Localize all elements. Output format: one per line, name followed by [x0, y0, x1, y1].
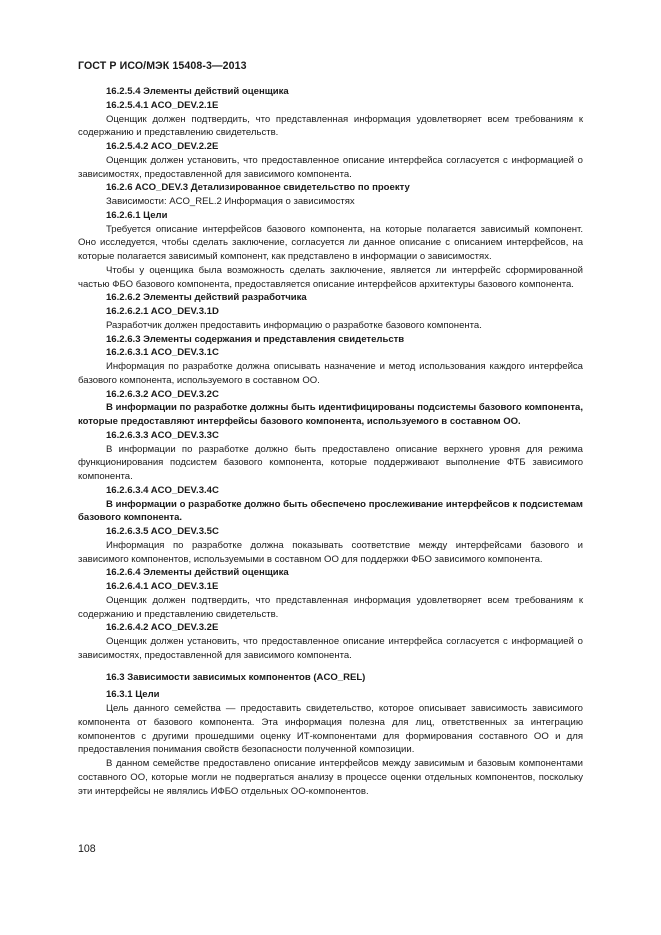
section-heading: 16.2.6.4 Элементы действий оценщика [106, 567, 289, 579]
section-heading: 16.2.5.4.1 ACO_DEV.2.1E [106, 99, 219, 111]
body-paragraph: Разработчик должен предоставить информацию о разработке базового компонента. [106, 319, 482, 331]
document-body [78, 85, 583, 798]
section-heading: 16.2.6.3.2 ACO_DEV.3.2C [106, 388, 219, 400]
section-heading: 16.2.6.3.1 ACO_DEV.3.1C [106, 347, 219, 359]
section-heading: 16.2.6.4.2 ACO_DEV.3.2E [106, 622, 219, 634]
bold-paragraph: В информации по разработке должны быть идентифицированы подсистемы базового компонента, которые предоставляют интерфейсы базового компонента, используемого в составном ОО. [78, 402, 583, 427]
section-heading: 16.3.1 Цели [106, 689, 160, 701]
body-paragraph: Информация по разработке должна описывать назначение и метод использования каждого интерфейса базового компонента, используемого в составном ОО. [78, 361, 583, 386]
body-paragraph: В данном семействе предоставлено описание интерфейсов между зависимым и базовым компонентами составного ОО, которые могли не подвергаться анализу в процессе оценки отдельных компонентов, поскольку эти интерфейсы не являлись ИФБО отдельных ОО-компонентов. [78, 758, 583, 797]
body-paragraph: В информации по разработке должно быть предоставлено описание верхнего уровня для режима функционирования подсистем базового компонента, которые поддерживают выполнение ФТБ зависимого компонента. [78, 443, 583, 482]
section-heading: 16.2.6.3.3 ACO_DEV.3.3C [106, 429, 219, 441]
body-paragraph: Оценщик должен установить, что предоставленное описание интерфейса согласуется с информацией о зависимостях, предоставленной для зависимого компонента. [78, 636, 583, 661]
section-heading: 16.2.6 ACO_DEV.3 Детализированное свидетельство по проекту [106, 182, 410, 194]
section-heading: 16.2.6.1 Цели [106, 209, 168, 221]
page-number: 108 [78, 843, 96, 855]
section-heading: 16.2.5.4 Элементы действий оценщика [106, 86, 289, 97]
body-paragraph: Цель данного семейства — предоставить свидетельство, которое описывает зависимость зависимого компонента от базового компонента. Эта информация полезна для лиц, ответственных за интеграцию компонентов с другими прошедшими оценку ИТ-компонентами для формирования составного ОО и для предоставления понимания свойств безопасности полученной композиции. [78, 703, 583, 756]
bold-paragraph: В информации о разработке должно быть обеспечено прослеживание интерфейсов к подсистемам базового компонента. [78, 498, 583, 524]
section-heading: 16.2.5.4.2 ACO_DEV.2.2E [106, 141, 219, 152]
running-header: ГОСТ Р ИСО/МЭК 15408-3—2013 [78, 60, 247, 72]
section-heading: 16.2.6.2 Элементы действий разработчика [106, 292, 307, 304]
section-heading: 16.2.6.3.5 ACO_DEV.3.5C [106, 526, 219, 537]
section-heading: 16.3 Зависимости зависимых компонентов (ACO_REL) [106, 671, 366, 683]
body-paragraph: Оценщик должен установить, что предоставленное описание интерфейса согласуется с информацией о зависимостях, предоставленной для зависимого компонента. [78, 154, 583, 180]
body-paragraph: Требуется описание интерфейсов базового компонента, на которые полагается зависимый компонент. Оно исследуется, чтобы сделать заключение, согласуется ли данное описание с описанием интерфейсов, на которые полагается зависимый компонент, как представлено в информации о зависимостях. [78, 223, 583, 262]
body-paragraph: Оценщик должен подтвердить, что представленная информация удовлетворяет всем требованиям к содержанию и представлению свидетельств. [78, 594, 583, 620]
body-paragraph: Чтобы у оценщика была возможность сделать заключение, является ли интерфейс сформированной частью ФБО базового компонента, предоставляется описание интерфейсов архитектуры базового компонента. [78, 264, 583, 290]
section-heading: 16.2.6.4.1 ACO_DEV.3.1E [106, 581, 219, 592]
section-heading: 16.2.6.3.4 ACO_DEV.3.4C [106, 484, 219, 496]
body-paragraph: Зависимости: ACO_REL.2 Информация о зависимостях [106, 196, 355, 207]
body-paragraph: Оценщик должен подтвердить, что представленная информация удовлетворяет всем требованиям к содержанию и представлению свидетельств. [78, 113, 583, 139]
body-paragraph: Информация по разработке должна показывать соответствие между интерфейсами базового и зависимого компонентов, используемыми в составном ОО для поддержки ФБО зависимого компонента. [78, 539, 583, 565]
section-heading: 16.2.6.3 Элементы содержания и представления свидетельств [106, 333, 405, 345]
section-heading: 16.2.6.2.1 ACO_DEV.3.1D [106, 306, 219, 317]
